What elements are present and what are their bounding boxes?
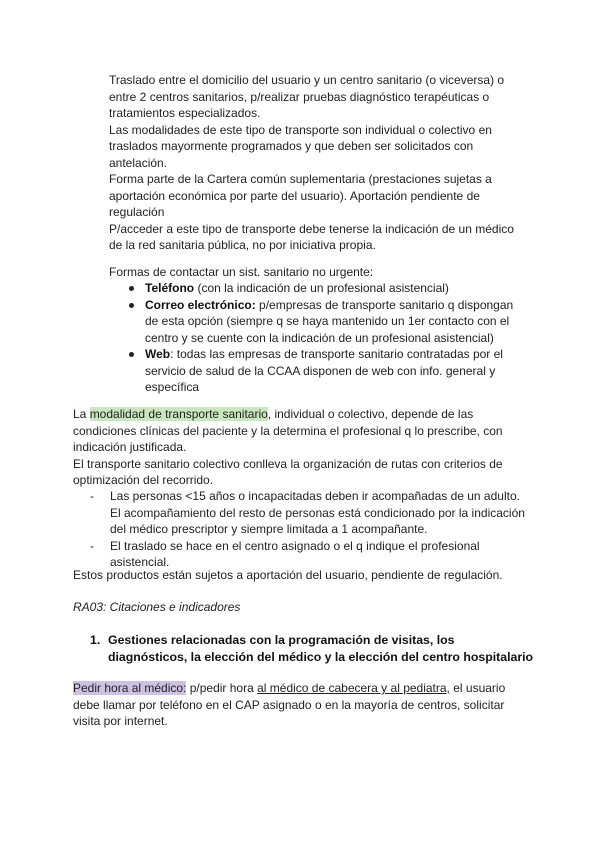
list-item <box>127 280 527 297</box>
item-text: Las personas <15 años o incapacitadas deben ir acompañadas de un adulto. <box>110 489 520 503</box>
list-item <box>127 297 527 347</box>
item-text: asistencial. <box>110 555 170 569</box>
text-line: Traslado entre el domicilio del usuario y un centro sanitario (o viceversa) o <box>109 73 505 87</box>
modalidad-paragraph <box>73 406 533 489</box>
contact-title: Formas de contactar un sist. sanitario no urgente: <box>109 265 374 279</box>
item-text: p/empresas de transporte sanitario q dispongan <box>255 297 514 312</box>
underlined-text: al médico de cabecera y al pediatra, <box>257 681 450 695</box>
item-text: del médico prescriptor y siempre limitada a 1 acompañante. <box>110 522 428 536</box>
text-fragment: el usuario <box>449 681 506 695</box>
item-text: específica <box>145 380 200 394</box>
text-line <box>73 680 533 697</box>
dash-marker: - <box>90 489 94 503</box>
heading-line: diagnósticos, la elección del médico y la elección del centro hospitalario <box>108 650 534 664</box>
dash-list <box>90 488 530 571</box>
pedir-paragraph <box>73 680 533 730</box>
list-item <box>127 346 527 396</box>
text-fragment: , individual o colectivo, depende de las <box>267 407 474 421</box>
text-line: antelación. <box>109 155 168 170</box>
text-line: indicación justificada. <box>73 440 187 454</box>
text-line: Forma parte de la Cartera común suplementaria (prestaciones sujetas a <box>109 172 492 186</box>
text-line: Las modalidades de este tipo de transporte son individual o colectivo en <box>109 122 492 137</box>
heading-number: 1. <box>90 633 101 647</box>
item-text: El traslado se hace en el centro asignado o el q indique el profesional <box>110 538 480 553</box>
text-line: entre 2 centros sanitarios, p/realizar pruebas diagnóstico terapéuticas o <box>109 89 490 104</box>
text-line: aportación económica por parte del usuario). Aportación pendiente de <box>109 188 480 203</box>
highlighted-term: Pedir hora al médico: <box>73 681 187 695</box>
text-line: condiciones clínicas del paciente y la determina el profesional q lo prescribe, con <box>73 423 503 438</box>
text-line <box>73 406 533 423</box>
item-text: El acompañamiento del resto de personas está condicionado por la indicación <box>110 505 525 520</box>
item-text: (con la indicación de un profesional asistencial) <box>194 281 449 295</box>
dash-marker: - <box>90 538 94 553</box>
item-label: Teléfono <box>145 281 195 295</box>
bullet-icon <box>129 286 134 291</box>
item-text: : todas las empresas de transporte sanitario contratadas por el <box>170 347 503 361</box>
item-text: centro y se cuente con la indicación de un profesional asistencial) <box>145 330 494 345</box>
item-label: Web <box>145 347 171 361</box>
list-item <box>90 538 530 571</box>
heading-line: Gestiones relacionadas con la programación de visitas, los <box>108 633 455 647</box>
text-fragment: p/pedir hora <box>186 681 258 695</box>
text-line: de la red sanitaria pública, no por iniciativa propia. <box>109 238 376 252</box>
text-line: tratamientos especializados. <box>109 106 261 120</box>
text-line: regulación <box>109 205 165 219</box>
item-label: Correo electrónico: <box>145 297 256 312</box>
intro-paragraph <box>109 72 529 254</box>
bullet-icon <box>129 352 134 357</box>
text-line: optimización del recorrido. <box>73 473 214 487</box>
text-fragment: La <box>73 407 90 421</box>
contact-list <box>127 280 527 396</box>
text-line: P/acceder a este tipo de transporte debe tenerse la indicación de un médico <box>109 221 514 236</box>
item-text: servicio de salud de la CCAA disponen de web con info. general y <box>145 363 496 378</box>
section-title: RA03: Citaciones e indicadores <box>73 600 241 614</box>
highlighted-term: modalidad de transporte sanitario <box>89 407 268 421</box>
text-line: debe llamar por teléfono en el CAP asignado o en la mayoría de centros, solicitar <box>73 697 505 712</box>
bullet-icon <box>129 303 134 308</box>
item-text: de esta opción (siempre q se haya mantenido un 1er contacto con el <box>145 314 510 328</box>
closing-line: Estos productos están sujetos a aportación del usuario, pendiente de regulación. <box>73 568 503 582</box>
text-line: visita por internet. <box>73 714 168 728</box>
list-item <box>90 488 530 538</box>
text-line: traslados mayormente programados y que deben ser solicitados con <box>109 139 474 153</box>
text-line: El transporte sanitario colectivo conlleva la organización de rutas con criterios de <box>73 456 503 471</box>
section-heading <box>108 632 548 666</box>
